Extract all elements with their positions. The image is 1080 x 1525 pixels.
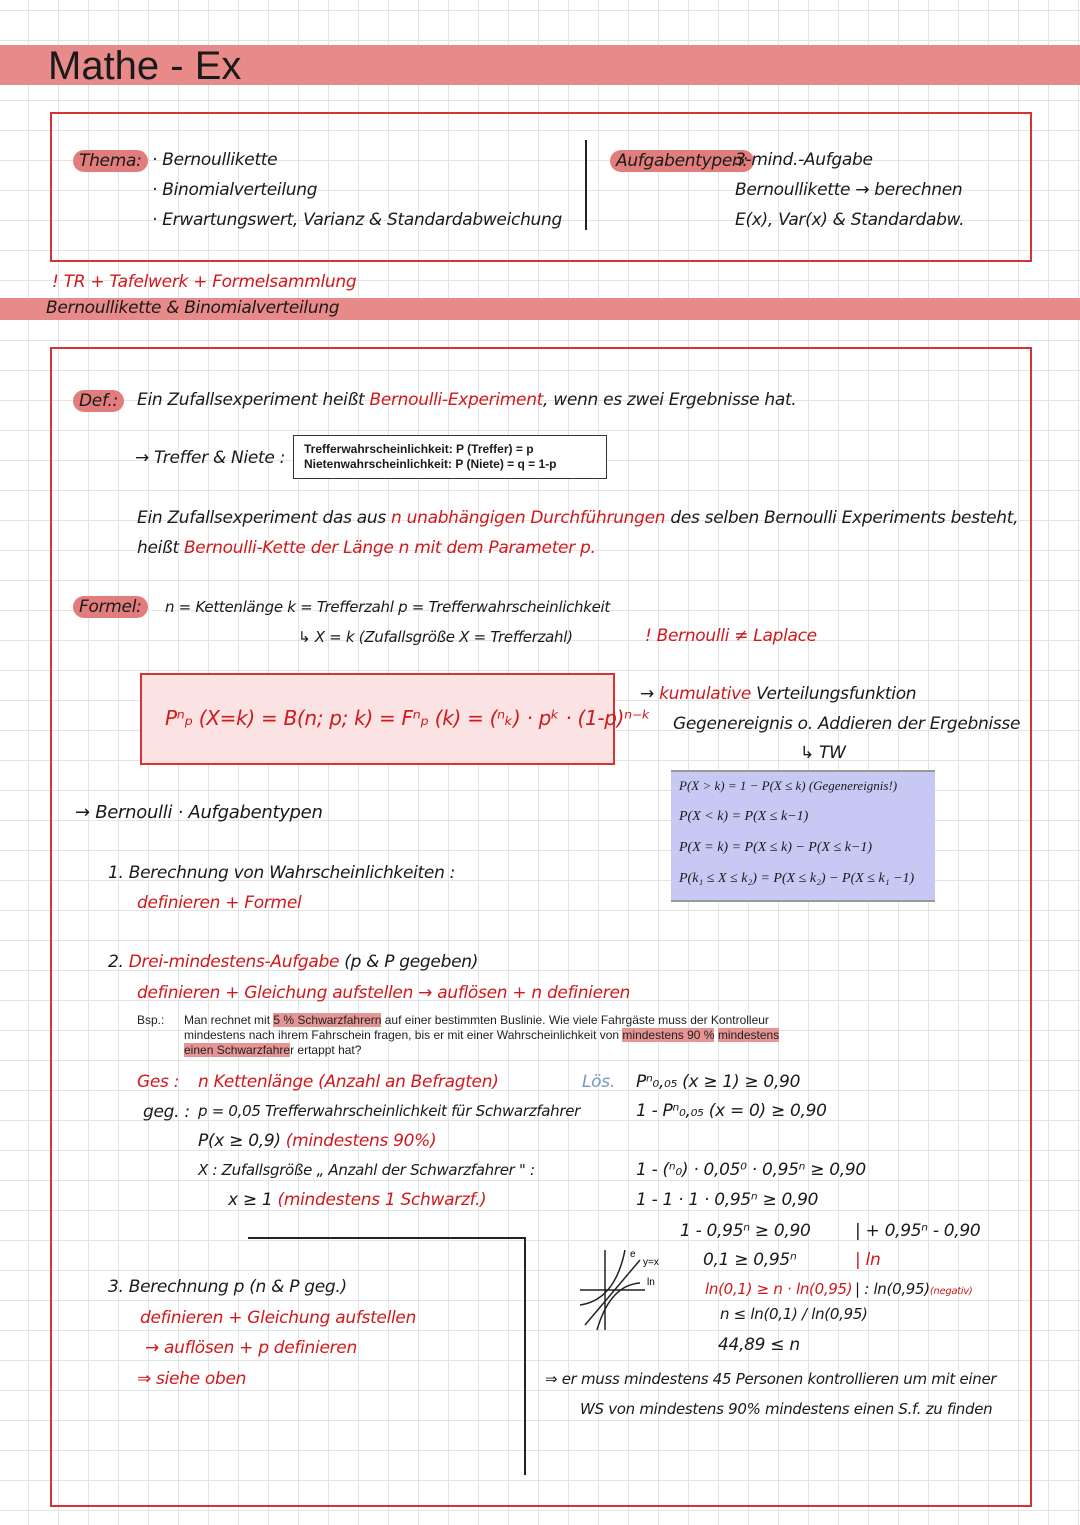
aufgabentyp-item: 3-mind.-Aufgabe bbox=[735, 150, 873, 170]
geg-2a: P(x ≥ 0,9) bbox=[198, 1131, 286, 1151]
geg-3: X : Zufallsgröße „ Anzahl der Schwarzfahrer " : bbox=[198, 1161, 535, 1179]
type-2-rest: (p & P gegeben) bbox=[339, 952, 479, 972]
divider bbox=[585, 140, 587, 230]
def-badge: Def.: bbox=[73, 390, 124, 412]
geg-4a: x ≥ 1 bbox=[228, 1190, 278, 1210]
treffer-line: Trefferwahrscheinlichkeit: P (Treffer) = p bbox=[304, 442, 534, 456]
type-1: 1. Berechnung von Wahrscheinlichkeiten : bbox=[108, 863, 456, 883]
step: n ≤ ln(0,1) / ln(0,95) bbox=[720, 1305, 868, 1323]
thema-item: · Bernoullikette bbox=[152, 150, 278, 170]
geg-2 bbox=[198, 1131, 436, 1151]
section-title: Bernoullikette & Binomialverteilung bbox=[46, 298, 340, 318]
ex-highlight: 5 % Schwarzfahrern bbox=[273, 1013, 382, 1027]
step: 1 - 1 · 1 · 0,95ⁿ ≥ 0,90 bbox=[636, 1190, 819, 1210]
ex-l2a: mindestens nach ihrem Fahrschein fragen, bis er mit einer Wahrscheinlichkeit von bbox=[184, 1028, 623, 1042]
aufgabentypen-badge: Aufgabentypen: bbox=[610, 150, 754, 172]
ex-l1a: Man rechnet mit bbox=[184, 1013, 274, 1027]
example-text bbox=[184, 1013, 779, 1058]
graph-label: ln bbox=[647, 1277, 655, 1288]
warning-note: ! TR + Tafelwerk + Formelsammlung bbox=[52, 272, 357, 292]
formel-badge: Formel: bbox=[73, 596, 148, 618]
conclusion-2: WS von mindestens 90% mindestens einen S.f. zu finden bbox=[580, 1400, 993, 1418]
chain-b: des selben Bernoulli Experiments besteht, bbox=[665, 508, 1019, 528]
chain-line-2 bbox=[137, 538, 596, 558]
step: 1 - (ⁿ₀) · 0,05⁰ · 0,95ⁿ ≥ 0,90 bbox=[636, 1160, 866, 1180]
chain-line-1 bbox=[137, 508, 1018, 528]
ex-l1b: auf einer bestimmten Buslinie. Wie viele Fahrgäste muss der Kontrolleur bbox=[381, 1013, 769, 1027]
type-3-sub: ⇒ siehe oben bbox=[137, 1369, 247, 1389]
kum-rest: Verteilungsfunktion bbox=[751, 684, 917, 704]
step: 1 - Pⁿ₀,₀₅ (x = 0) ≥ 0,90 bbox=[636, 1101, 827, 1121]
type-1-sub: definieren + Formel bbox=[137, 893, 302, 913]
ex-highlight: mindestens 90 % bbox=[622, 1028, 715, 1042]
kum-red: kumulative bbox=[659, 684, 752, 704]
ln-exp-graph-sketch bbox=[575, 1245, 685, 1335]
type-3-sub: → auflösen + p definieren bbox=[145, 1338, 357, 1358]
step: 0,1 ≥ 0,95ⁿ bbox=[703, 1250, 797, 1270]
geg-4 bbox=[228, 1190, 486, 1210]
conclusion-1: ⇒ er muss mindestens 45 Personen kontrollieren um mit einer bbox=[545, 1370, 997, 1388]
types-heading: → Bernoulli · Aufgabentypen bbox=[75, 802, 323, 823]
aufgabentyp-item: E(x), Var(x) & Standardabw. bbox=[735, 210, 965, 230]
chain-a: Ein Zufallsexperiment das aus bbox=[137, 508, 392, 528]
rule: P(k₁ ≤ X ≤ k₂) = P(X ≤ k₂) − P(X ≤ k₁ −1) bbox=[679, 871, 915, 886]
def-text bbox=[137, 390, 796, 410]
type-2-num: 2. bbox=[108, 952, 129, 972]
op3: | : ln(0,95) bbox=[855, 1280, 930, 1298]
geg-label: geg. : bbox=[143, 1102, 190, 1122]
rule: P(X = k) = P(X ≤ k) − P(X ≤ k−1) bbox=[679, 840, 873, 855]
def-term: Bernoulli-Experiment bbox=[369, 390, 544, 410]
ex-l3b: r ertappt hat? bbox=[290, 1043, 362, 1057]
step: 1 - 0,95ⁿ ≥ 0,90 bbox=[680, 1221, 811, 1241]
formel-vars2: ↳ X = k (Zufallsgröße X = Trefferzahl) bbox=[298, 628, 573, 646]
graph-label: e bbox=[630, 1249, 636, 1260]
type-2-title: Drei-mindestens-Aufgabe bbox=[128, 952, 340, 972]
kumulative-line bbox=[640, 684, 916, 704]
graph-label: y=x bbox=[643, 1257, 659, 1268]
chain-c: heißt bbox=[137, 538, 184, 558]
example-label: Bsp.: bbox=[137, 1013, 165, 1027]
treffer-label: → Treffer & Niete : bbox=[135, 448, 286, 468]
rule: P(X > k) = 1 − P(X ≤ k) (Gegenereignis!) bbox=[679, 778, 898, 793]
kumulative-line-3: ↳ TW bbox=[800, 743, 846, 763]
niete-line: Nietenwahrscheinlichkeit: P (Niete) = q = 1-p bbox=[304, 457, 557, 471]
type-2-sub: definieren + Gleichung aufstellen → auflösen + n definieren bbox=[137, 983, 631, 1003]
thema-badge: Thema: bbox=[73, 150, 148, 172]
binomial-formula: Pⁿₚ (X=k) = B(n; p; k) = Fⁿₚ (k) = (ⁿₖ) · pᵏ · (1-p)ⁿ⁻ᵏ bbox=[165, 706, 651, 730]
op bbox=[855, 1280, 973, 1298]
op: | ln bbox=[855, 1250, 881, 1270]
geg-4r: (mindestens 1 Schwarzf.) bbox=[277, 1190, 487, 1210]
type-2 bbox=[108, 952, 478, 972]
thema-item: · Erwartungswert, Varianz & Standardabweichung bbox=[152, 210, 562, 230]
formel-vars: n = Kettenlänge k = Trefferzahl p = Trefferwahrscheinlichkeit bbox=[165, 598, 611, 616]
cumulative-rules-box bbox=[671, 770, 935, 902]
aufgabentyp-item: Bernoullikette → berechnen bbox=[735, 180, 963, 200]
laplace-note: ! Bernoulli ≠ Laplace bbox=[645, 626, 817, 646]
rule: P(X < k) = P(X ≤ k−1) bbox=[679, 809, 809, 824]
def-text-a: Ein Zufallsexperiment heißt bbox=[137, 390, 370, 410]
step: Pⁿ₀,₀₅ (x ≥ 1) ≥ 0,90 bbox=[636, 1072, 801, 1092]
loesung-label: Lös. bbox=[582, 1072, 615, 1092]
type-3: 3. Berechnung p (n & P geg.) bbox=[108, 1277, 347, 1297]
geg-1: p = 0,05 Trefferwahrscheinlichkeit für Schwarzfahrer bbox=[198, 1102, 581, 1120]
def-text-b: , wenn es zwei Ergebnisse hat. bbox=[543, 390, 797, 410]
op: | + 0,95ⁿ - 0,90 bbox=[855, 1221, 981, 1241]
ex-highlight: einen Schwarzfahre bbox=[184, 1043, 291, 1057]
chain-red2: Bernoulli-Kette der Länge n mit dem Parameter p. bbox=[183, 538, 596, 558]
chain-red1: n unabhängigen Durchführungen bbox=[391, 508, 666, 528]
step: 44,89 ≤ n bbox=[718, 1335, 800, 1355]
type-3-sub: definieren + Gleichung aufstellen bbox=[140, 1308, 417, 1328]
step: ln(0,1) ≥ n · ln(0,95) bbox=[705, 1280, 853, 1298]
thema-item: · Binomialverteilung bbox=[152, 180, 318, 200]
treffer-niete-box bbox=[293, 435, 607, 479]
op3-note: (negativ) bbox=[929, 1286, 973, 1297]
geg-2r: (mindestens 90%) bbox=[285, 1131, 437, 1151]
corner-line-v bbox=[524, 1237, 526, 1475]
corner-line-h bbox=[248, 1237, 525, 1239]
kumulative-line-2: Gegenereignis o. Addieren der Ergebnisse bbox=[673, 714, 1021, 734]
arrow-icon: → bbox=[640, 684, 660, 704]
ges-text: n Kettenlänge (Anzahl an Befragten) bbox=[198, 1072, 499, 1092]
ex-highlight: mindestens bbox=[717, 1028, 780, 1042]
page-title: Mathe - Ex bbox=[48, 44, 242, 88]
ges-label: Ges : bbox=[137, 1072, 180, 1092]
